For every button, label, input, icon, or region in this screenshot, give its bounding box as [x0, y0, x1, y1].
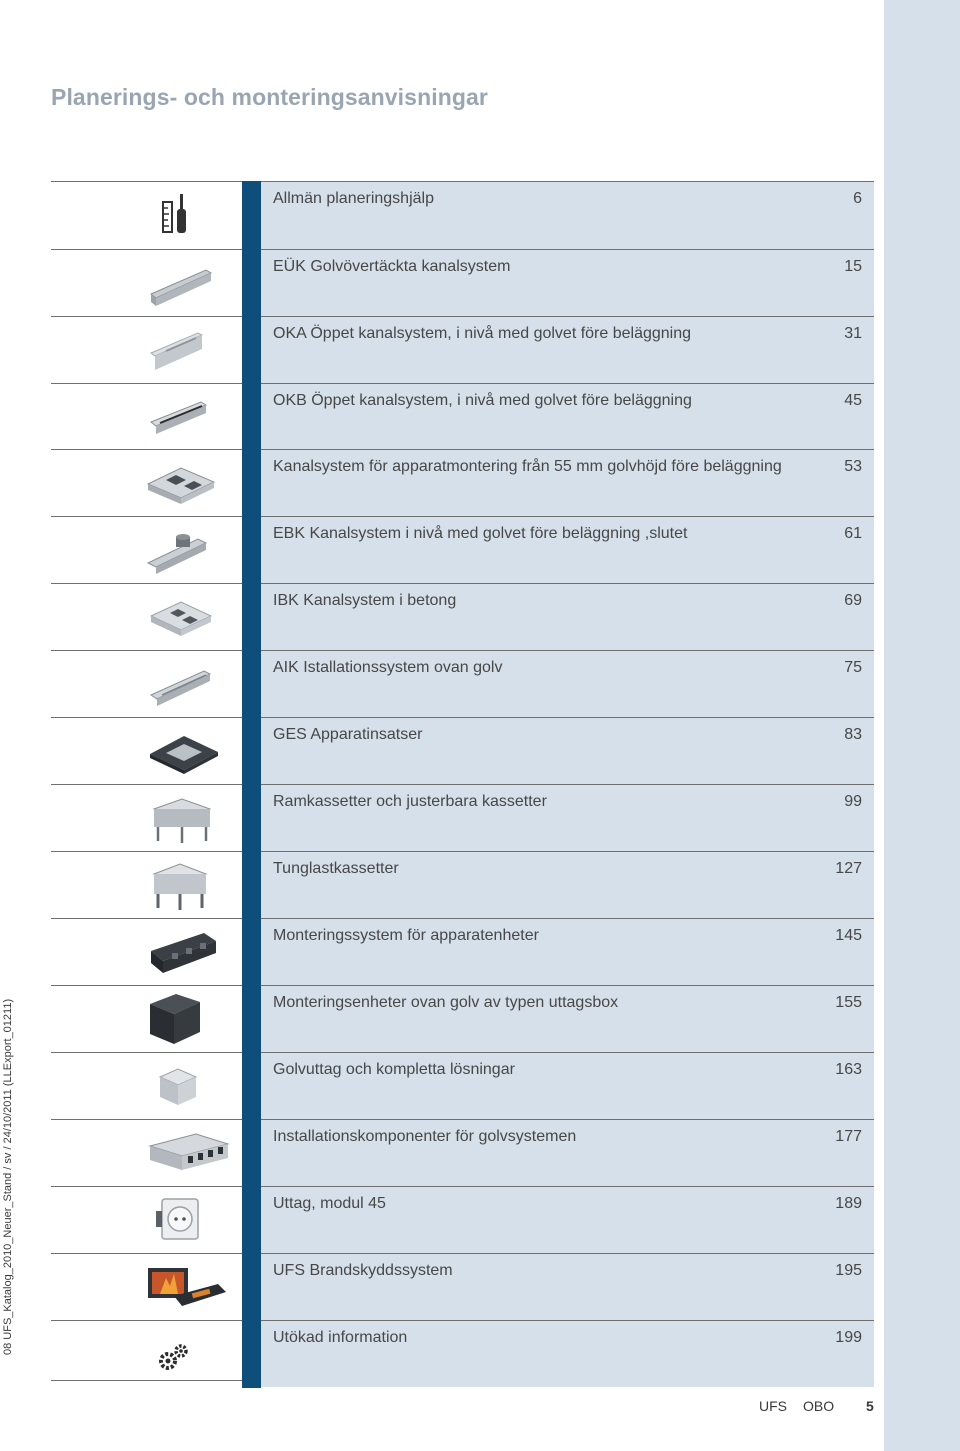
toc-page-number: 15 [844, 258, 862, 275]
side-print-info: 08 UFS_Katalog_2010_Neuer_Stand / sv / 24/10/2011 (LLExport_01211) [2, 998, 14, 1355]
toc-row[interactable] [51, 1186, 874, 1253]
concrete-duct-image [136, 590, 236, 645]
duct-profile-image [136, 256, 236, 311]
frame-cassette-image [136, 791, 236, 846]
toc-page-number: 61 [844, 525, 862, 542]
toc-label: GES Apparatinsatser [273, 726, 423, 743]
above-floor-duct-image [136, 657, 236, 712]
toc-row[interactable] [51, 784, 874, 851]
toc-row[interactable] [51, 383, 874, 449]
page-title: Planerings- och monteringsanvisningar [51, 84, 488, 110]
toc-page-number: 75 [844, 659, 862, 676]
toc-page-number: 99 [844, 793, 862, 810]
toc-row[interactable] [51, 449, 874, 516]
socket-module-image [136, 1193, 236, 1248]
toc-page-number: 195 [835, 1262, 862, 1279]
right-color-band [884, 0, 960, 1451]
toc-row[interactable] [51, 182, 874, 249]
toc-row[interactable] [51, 516, 874, 583]
toc-row[interactable] [51, 851, 874, 918]
installation-components-image [136, 1126, 236, 1181]
toc-label: EÜK Golvövertäckta kanalsystem [273, 258, 511, 275]
mounting-system-image [136, 925, 236, 980]
toc-page-number: 45 [844, 392, 862, 409]
toc-label: Golvuttag och kompletta lösningar [273, 1061, 515, 1078]
open-duct-b-image [136, 390, 236, 445]
toc-label: Installationskomponenter för golvsystemen [273, 1128, 577, 1145]
footer-section: UFS [759, 1398, 787, 1414]
closed-duct-image [136, 523, 236, 578]
toc-label: Monteringssystem för apparatenheter [273, 927, 539, 944]
device-insert-image [136, 724, 236, 779]
toc-page-number: 163 [835, 1061, 862, 1078]
toc-page-number: 83 [844, 726, 862, 743]
open-duct-image [136, 323, 236, 378]
toc-row[interactable] [51, 985, 874, 1052]
toc-label: Ramkassetter och justerbara kassetter [273, 793, 547, 810]
toc-label: Tunglastkassetter [273, 860, 399, 877]
toc-row[interactable] [51, 650, 874, 717]
toc-page-number: 31 [844, 325, 862, 342]
outlet-box-image [136, 992, 236, 1047]
toc-label: OKA Öppet kanalsystem, i nivå med golvet före beläggning [273, 325, 692, 342]
toc-label: UFS Brandskyddssystem [273, 1262, 453, 1279]
toc-row[interactable] [51, 316, 874, 383]
toc-label: EBK Kanalsystem i nivå med golvet före beläggning ,slutet [273, 525, 688, 542]
toc-page-number: 53 [844, 458, 862, 475]
toc-row[interactable] [51, 1320, 874, 1387]
fire-protection-image [136, 1260, 236, 1315]
toc-label: AIK Istallationssystem ovan golv [273, 659, 503, 676]
toc-page-number: 189 [835, 1195, 862, 1212]
toc-label: IBK Kanalsystem i betong [273, 592, 457, 609]
heavy-load-cassette-image [136, 858, 236, 913]
toc-page-number: 69 [844, 592, 862, 609]
toc-label: Kanalsystem för apparatmontering från 55 mm golvhöjd före beläggning [273, 458, 782, 475]
toc-row[interactable] [51, 1052, 874, 1119]
toc-label: OKB Öppet kanalsystem, i nivå med golvet före beläggning [273, 392, 692, 409]
toc-row[interactable] [51, 1119, 874, 1186]
toc-row[interactable] [51, 717, 874, 784]
toc-page-number: 6 [853, 190, 862, 207]
toc-row[interactable] [51, 1253, 874, 1320]
toc-label: Utökad information [273, 1329, 408, 1346]
toc-page-number: 177 [835, 1128, 862, 1145]
floor-outlet-image [136, 1059, 236, 1114]
footer-page-number: 5 [866, 1398, 874, 1414]
toc-row[interactable] [51, 583, 874, 650]
toc-page-number: 199 [835, 1329, 862, 1346]
toc-page-number: 155 [835, 994, 862, 1011]
junction-box-duct-image [136, 456, 236, 511]
toc-row[interactable] [51, 918, 874, 985]
toc-label: Monteringsenheter ovan golv av typen uttagsbox [273, 994, 619, 1011]
gears-icon [136, 1327, 236, 1382]
toc-row[interactable] [51, 249, 874, 316]
footer-brand: OBO [803, 1398, 835, 1414]
toc-label: Allmän planeringshjälp [273, 190, 434, 207]
toc-label: Uttag, modul 45 [273, 1195, 386, 1212]
toc-table [51, 181, 874, 1381]
toc-page-number: 127 [835, 860, 862, 877]
ruler-screwdriver-icon [136, 188, 236, 243]
toc-page-number: 145 [835, 927, 862, 944]
